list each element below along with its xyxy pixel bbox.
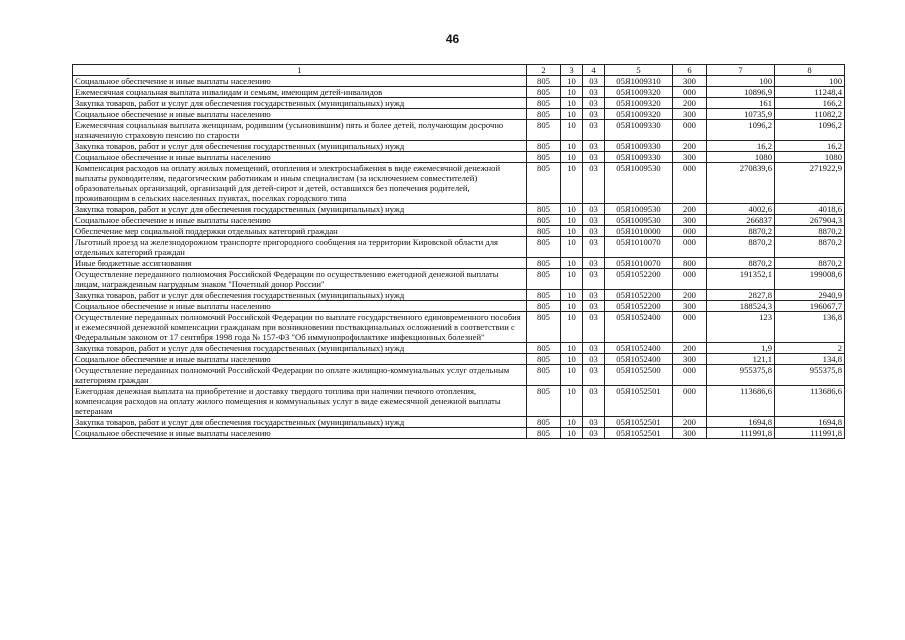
target-article-cell: 05Я1009320: [605, 87, 673, 98]
expense-type-cell: 000: [673, 386, 707, 417]
ministry-code-cell: 805: [527, 141, 561, 152]
ministry-code-cell: 805: [527, 312, 561, 343]
table-row: [73, 215, 845, 226]
amount-year2-cell: 136,8: [775, 312, 845, 343]
expense-type-cell: 300: [673, 354, 707, 365]
amount-year2-cell: 8870,2: [775, 237, 845, 258]
amount-year1-cell: 1694,8: [707, 417, 775, 428]
amount-year1-cell: 16,2: [707, 141, 775, 152]
amount-year2-cell: 199008,6: [775, 269, 845, 290]
ministry-code-cell: 805: [527, 215, 561, 226]
target-article-cell: 05Я1009320: [605, 98, 673, 109]
amount-year1-cell: 955375,8: [707, 365, 775, 386]
amount-year2-cell: 8870,2: [775, 226, 845, 237]
table-row: [73, 417, 845, 428]
target-article-cell: 05Я1052501: [605, 417, 673, 428]
ministry-code-cell: 805: [527, 120, 561, 141]
amount-year2-cell: 267904,3: [775, 215, 845, 226]
table-row: [73, 152, 845, 163]
amount-year2-cell: 134,8: [775, 354, 845, 365]
subsection-code-cell: 03: [583, 98, 605, 109]
amount-year1-cell: 121,1: [707, 354, 775, 365]
expense-type-cell: 300: [673, 152, 707, 163]
amount-year1-cell: 266837: [707, 215, 775, 226]
target-article-cell: 05Я1052200: [605, 269, 673, 290]
target-article-cell: 05Я1010070: [605, 258, 673, 269]
expense-type-cell: 200: [673, 141, 707, 152]
ministry-code-cell: 805: [527, 386, 561, 417]
row-name-cell: Осуществление переданного полномочия Российской Федерации по осуществлению ежегодной денежной выплаты лицам, награжденным нагрудным знаком "Почетный донор России": [73, 269, 527, 290]
amount-year1-cell: 1,9: [707, 343, 775, 354]
amount-year1-cell: 270839,6: [707, 163, 775, 204]
expense-type-cell: 000: [673, 312, 707, 343]
ministry-code-cell: 805: [527, 417, 561, 428]
subsection-code-cell: 03: [583, 237, 605, 258]
table-row: [73, 120, 845, 141]
section-code-cell: 10: [561, 226, 583, 237]
amount-year2-cell: 1080: [775, 152, 845, 163]
table-body: [73, 76, 845, 439]
amount-year1-cell: 10735,9: [707, 109, 775, 120]
amount-year2-cell: 2: [775, 343, 845, 354]
expense-type-cell: 000: [673, 365, 707, 386]
expense-type-cell: 200: [673, 290, 707, 301]
row-name-cell: Ежегодная денежная выплата на приобретение и доставку твердого топлива при наличии печного отопления, компенсация расходов на оплату жилого помещения и коммунальных услуг в виде ежемесячной денежной выплаты ветеранам: [73, 386, 527, 417]
ministry-code-cell: 805: [527, 269, 561, 290]
column-header: 2: [527, 65, 561, 76]
target-article-cell: 05Я1052500: [605, 365, 673, 386]
table-header-row: [73, 65, 845, 76]
section-code-cell: 10: [561, 237, 583, 258]
amount-year2-cell: 1694,8: [775, 417, 845, 428]
amount-year2-cell: 8870,2: [775, 258, 845, 269]
target-article-cell: 05Я1009530: [605, 215, 673, 226]
section-code-cell: 10: [561, 386, 583, 417]
table-row: [73, 428, 845, 439]
expense-type-cell: 000: [673, 237, 707, 258]
section-code-cell: 10: [561, 343, 583, 354]
target-article-cell: 05Я1009310: [605, 76, 673, 87]
amount-year1-cell: 188524,3: [707, 301, 775, 312]
table-row: [73, 386, 845, 417]
amount-year1-cell: 4002,6: [707, 204, 775, 215]
amount-year1-cell: 1096,2: [707, 120, 775, 141]
section-code-cell: 10: [561, 365, 583, 386]
amount-year1-cell: 8870,2: [707, 258, 775, 269]
target-article-cell: 05Я1052200: [605, 290, 673, 301]
row-name-cell: Социальное обеспечение и иные выплаты населению: [73, 109, 527, 120]
ministry-code-cell: 805: [527, 354, 561, 365]
table-row: [73, 343, 845, 354]
column-header: 5: [605, 65, 673, 76]
section-code-cell: 10: [561, 290, 583, 301]
target-article-cell: 05Я1009330: [605, 152, 673, 163]
section-code-cell: 10: [561, 98, 583, 109]
subsection-code-cell: 03: [583, 215, 605, 226]
amount-year2-cell: 111991,8: [775, 428, 845, 439]
column-header: 6: [673, 65, 707, 76]
row-name-cell: Обеспечение мер социальной поддержки отдельных категорий граждан: [73, 226, 527, 237]
table-row: [73, 258, 845, 269]
page-number: 46: [445, 32, 460, 46]
expense-type-cell: 300: [673, 301, 707, 312]
row-name-cell: Иные бюджетные ассигнования: [73, 258, 527, 269]
target-article-cell: 05Я1010000: [605, 226, 673, 237]
row-name-cell: Закупка товаров, работ и услуг для обеспечения государственных (муниципальных) нужд: [73, 343, 527, 354]
amount-year1-cell: 1080: [707, 152, 775, 163]
row-name-cell: Социальное обеспечение и иные выплаты населению: [73, 215, 527, 226]
column-header: 3: [561, 65, 583, 76]
subsection-code-cell: 03: [583, 152, 605, 163]
section-code-cell: 10: [561, 258, 583, 269]
amount-year2-cell: 100: [775, 76, 845, 87]
target-article-cell: 05Я1052400: [605, 312, 673, 343]
section-code-cell: 10: [561, 269, 583, 290]
section-code-cell: 10: [561, 204, 583, 215]
subsection-code-cell: 03: [583, 204, 605, 215]
table-row: [73, 301, 845, 312]
section-code-cell: 10: [561, 141, 583, 152]
ministry-code-cell: 805: [527, 204, 561, 215]
subsection-code-cell: 03: [583, 417, 605, 428]
expense-type-cell: 000: [673, 163, 707, 204]
expense-type-cell: 200: [673, 343, 707, 354]
amount-year1-cell: 10896,9: [707, 87, 775, 98]
amount-year2-cell: 16,2: [775, 141, 845, 152]
amount-year1-cell: 111991,8: [707, 428, 775, 439]
table-row: [73, 312, 845, 343]
table-row: [73, 354, 845, 365]
subsection-code-cell: 03: [583, 258, 605, 269]
subsection-code-cell: 03: [583, 365, 605, 386]
table-row: [73, 237, 845, 258]
target-article-cell: 05Я1052200: [605, 301, 673, 312]
amount-year2-cell: 271922,9: [775, 163, 845, 204]
row-name-cell: Осуществление переданных полномочий Российской Федерации по оплате жилищно-коммунальных услуг отдельным категориям граждан: [73, 365, 527, 386]
ministry-code-cell: 805: [527, 343, 561, 354]
table-row: [73, 76, 845, 87]
expense-type-cell: 000: [673, 226, 707, 237]
table-row: [73, 226, 845, 237]
subsection-code-cell: 03: [583, 343, 605, 354]
table-row: [73, 163, 845, 204]
subsection-code-cell: 03: [583, 354, 605, 365]
ministry-code-cell: 805: [527, 290, 561, 301]
table-row: [73, 290, 845, 301]
row-name-cell: Закупка товаров, работ и услуг для обеспечения государственных (муниципальных) нужд: [73, 417, 527, 428]
subsection-code-cell: 03: [583, 109, 605, 120]
subsection-code-cell: 03: [583, 120, 605, 141]
ministry-code-cell: 805: [527, 98, 561, 109]
amount-year2-cell: 196067,7: [775, 301, 845, 312]
table-row: [73, 87, 845, 98]
ministry-code-cell: 805: [527, 109, 561, 120]
expense-type-cell: 300: [673, 76, 707, 87]
row-name-cell: Закупка товаров, работ и услуг для обеспечения государственных (муниципальных) нужд: [73, 98, 527, 109]
table-row: [73, 109, 845, 120]
amount-year1-cell: 123: [707, 312, 775, 343]
row-name-cell: Льготный проезд на железнодорожном транспорте пригородного сообщения на территории Кировской области для отдельных категорий граждан: [73, 237, 527, 258]
row-name-cell: Социальное обеспечение и иные выплаты населению: [73, 152, 527, 163]
expense-type-cell: 300: [673, 109, 707, 120]
row-name-cell: Социальное обеспечение и иные выплаты населению: [73, 76, 527, 87]
ministry-code-cell: 805: [527, 152, 561, 163]
section-code-cell: 10: [561, 87, 583, 98]
section-code-cell: 10: [561, 428, 583, 439]
section-code-cell: 10: [561, 163, 583, 204]
amount-year1-cell: 113686,6: [707, 386, 775, 417]
column-header: 7: [707, 65, 775, 76]
ministry-code-cell: 805: [527, 428, 561, 439]
ministry-code-cell: 805: [527, 258, 561, 269]
row-name-cell: Социальное обеспечение и иные выплаты населению: [73, 428, 527, 439]
target-article-cell: 05Я1009530: [605, 163, 673, 204]
amount-year1-cell: 8870,2: [707, 237, 775, 258]
section-code-cell: 10: [561, 417, 583, 428]
subsection-code-cell: 03: [583, 290, 605, 301]
subsection-code-cell: 03: [583, 269, 605, 290]
amount-year2-cell: 113686,6: [775, 386, 845, 417]
subsection-code-cell: 03: [583, 312, 605, 343]
amount-year2-cell: 11082,2: [775, 109, 845, 120]
budget-table: [72, 64, 845, 439]
expense-type-cell: 200: [673, 204, 707, 215]
row-name-cell: Социальное обеспечение и иные выплаты населению: [73, 354, 527, 365]
amount-year2-cell: 955375,8: [775, 365, 845, 386]
target-article-cell: 05Я1052501: [605, 386, 673, 417]
target-article-cell: 05Я1009330: [605, 120, 673, 141]
ministry-code-cell: 805: [527, 163, 561, 204]
expense-type-cell: 300: [673, 428, 707, 439]
row-name-cell: Компенсация расходов на оплату жилых помещений, отопления и электроснабжения в виде ежемесячной денежной выплаты руководителям, педагогическим работникам и иным специалистам (за исключением совместителей) образовательных организаций, организаций для детей-сирот и детей, оставшихся без попечения родителей, проживающим в сельских населенных пунктах, поселках городского типа: [73, 163, 527, 204]
section-code-cell: 10: [561, 152, 583, 163]
amount-year1-cell: 2827,8: [707, 290, 775, 301]
expense-type-cell: 000: [673, 269, 707, 290]
target-article-cell: 05Я1009320: [605, 109, 673, 120]
ministry-code-cell: 805: [527, 365, 561, 386]
subsection-code-cell: 03: [583, 226, 605, 237]
subsection-code-cell: 03: [583, 141, 605, 152]
amount-year2-cell: 166,2: [775, 98, 845, 109]
amount-year1-cell: 100: [707, 76, 775, 87]
ministry-code-cell: 805: [527, 237, 561, 258]
target-article-cell: 05Я1010070: [605, 237, 673, 258]
row-name-cell: Ежемесячная социальная выплата женщинам, родившим (усыновившим) пять и более детей, получающим досрочно назначенную страховую пенсию по старости: [73, 120, 527, 141]
table-row: [73, 141, 845, 152]
subsection-code-cell: 03: [583, 301, 605, 312]
section-code-cell: 10: [561, 215, 583, 226]
table-row: [73, 98, 845, 109]
section-code-cell: 10: [561, 312, 583, 343]
row-name-cell: Ежемесячная социальная выплата инвалидам и семьям, имеющим детей-инвалидов: [73, 87, 527, 98]
section-code-cell: 10: [561, 109, 583, 120]
subsection-code-cell: 03: [583, 87, 605, 98]
amount-year1-cell: 191352,1: [707, 269, 775, 290]
row-name-cell: Закупка товаров, работ и услуг для обеспечения государственных (муниципальных) нужд: [73, 204, 527, 215]
target-article-cell: 05Я1009530: [605, 204, 673, 215]
subsection-code-cell: 03: [583, 76, 605, 87]
target-article-cell: 05Я1009330: [605, 141, 673, 152]
row-name-cell: Социальное обеспечение и иные выплаты населению: [73, 301, 527, 312]
amount-year1-cell: 8870,2: [707, 226, 775, 237]
expense-type-cell: 300: [673, 215, 707, 226]
row-name-cell: Осуществление переданных полномочий Российской Федерации по выплате государственного единовременного пособия и ежемесячной денежной компенсации гражданам при возникновении поствакцинальных осложнений в соответствии с Федеральным законом от 17 сентября 1998 года № 157-ФЗ "Об иммунопрофилактике инфекционных болезней": [73, 312, 527, 343]
target-article-cell: 05Я1052400: [605, 343, 673, 354]
section-code-cell: 10: [561, 301, 583, 312]
table-row: [73, 269, 845, 290]
section-code-cell: 10: [561, 354, 583, 365]
subsection-code-cell: 03: [583, 386, 605, 417]
section-code-cell: 10: [561, 120, 583, 141]
section-code-cell: 10: [561, 76, 583, 87]
amount-year2-cell: 4018,6: [775, 204, 845, 215]
amount-year2-cell: 11248,4: [775, 87, 845, 98]
row-name-cell: Закупка товаров, работ и услуг для обеспечения государственных (муниципальных) нужд: [73, 141, 527, 152]
ministry-code-cell: 805: [527, 76, 561, 87]
subsection-code-cell: 03: [583, 428, 605, 439]
ministry-code-cell: 805: [527, 87, 561, 98]
expense-type-cell: 200: [673, 98, 707, 109]
target-article-cell: 05Я1052501: [605, 428, 673, 439]
expense-type-cell: 000: [673, 87, 707, 98]
column-header: 1: [73, 65, 527, 76]
expense-type-cell: 200: [673, 417, 707, 428]
amount-year2-cell: 2940,9: [775, 290, 845, 301]
target-article-cell: 05Я1052400: [605, 354, 673, 365]
ministry-code-cell: 805: [527, 226, 561, 237]
row-name-cell: Закупка товаров, работ и услуг для обеспечения государственных (муниципальных) нужд: [73, 290, 527, 301]
table-row: [73, 204, 845, 215]
column-header: 4: [583, 65, 605, 76]
table-row: [73, 365, 845, 386]
amount-year1-cell: 161: [707, 98, 775, 109]
column-header: 8: [775, 65, 845, 76]
subsection-code-cell: 03: [583, 163, 605, 204]
amount-year2-cell: 1096,2: [775, 120, 845, 141]
expense-type-cell: 800: [673, 258, 707, 269]
ministry-code-cell: 805: [527, 301, 561, 312]
expense-type-cell: 000: [673, 120, 707, 141]
